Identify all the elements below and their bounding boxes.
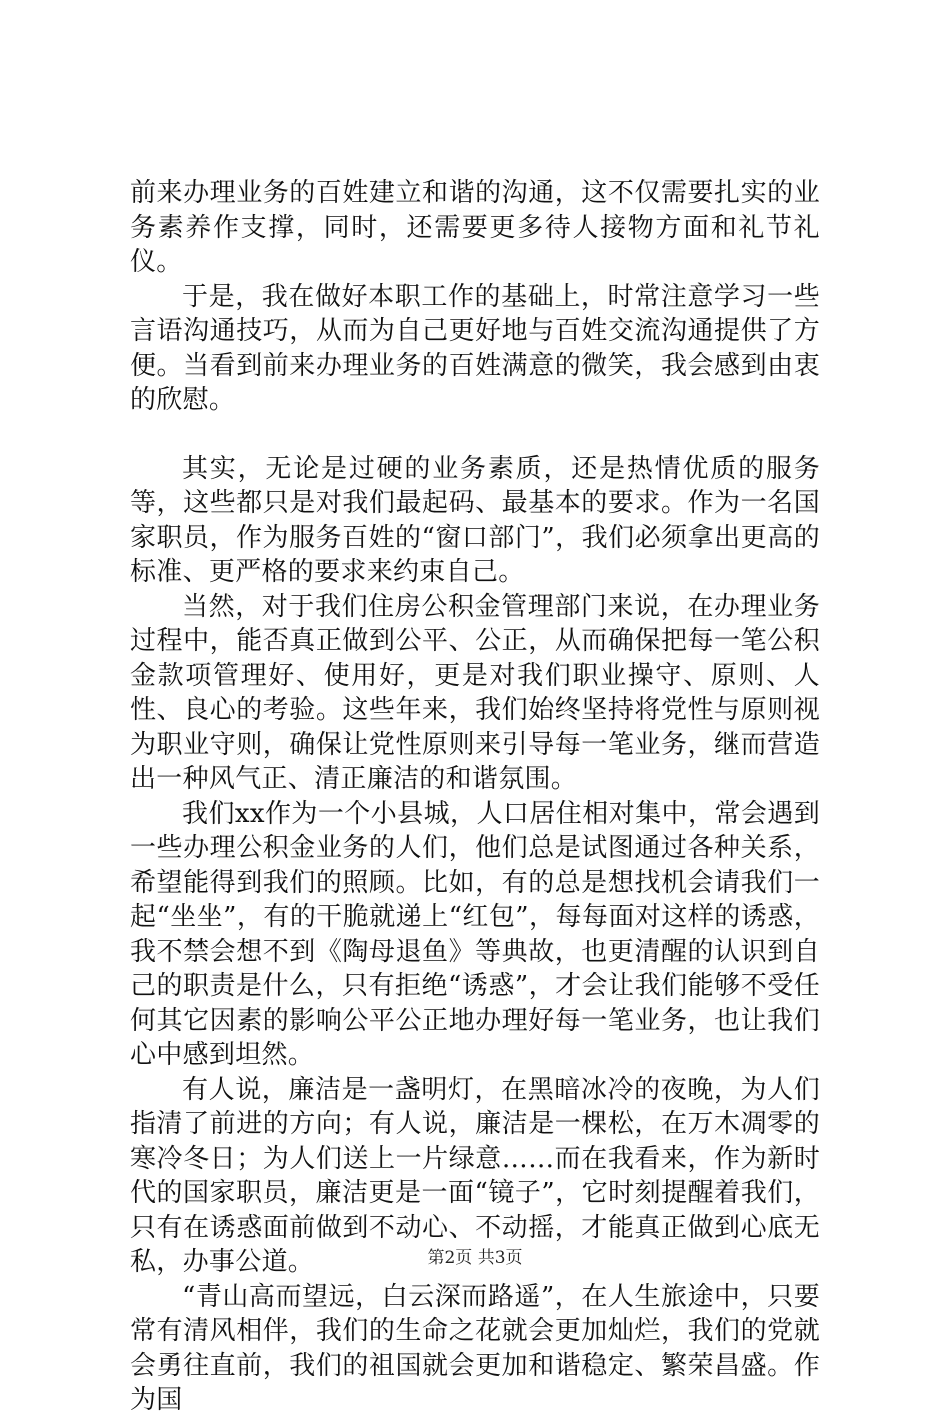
page-footer — [0, 1243, 950, 1268]
paragraph-4: 当然，对于我们住房公积金管理部门来说，在办理业务过程中，能否真正做到公平、公正，从而确保把每一笔公积金款项管理好、使用好，更是对我们职业操守、原则、人性、良心的考验。这些年来，我们始终坚持将党性与原则视为职业守则，确保让党性原则来引导每一笔业务，继而营造出一种风气正、清正廉洁的和谐氛围。 — [130, 591, 820, 794]
paragraph-7: “青山高而望远，白云深而路遥”，在人生旅途中，只要常有清风相伴，我们的生命之花就会更加灿烂，我们的党就会勇往直前，我们的祖国就会更加和谐稳定、繁荣昌盛。作为国 — [130, 1281, 820, 1415]
page-number-label: 第2页 共3页 — [427, 1248, 523, 1268]
paragraph-1: 前来办理业务的百姓建立和谐的沟通，这不仅需要扎实的业务素养作支撑，同时，还需要更多待人接物方面和礼节礼仪。 — [130, 178, 820, 277]
paragraph-6: 有人说，廉洁是一盏明灯，在黑暗冰冷的夜晚，为人们指清了前进的方向；有人说，廉洁是一棵松，在万木凋零的寒冷冬日；为人们送上一片绿意……而在我看来，作为新时代的国家职员，廉洁更是一面“镜子”，它时刻提醒着我们，只有在诱惑面前做到不动心、不动摇，才能真正做到心底无私，办事公道。 — [130, 1074, 820, 1277]
paragraph-3: 其实，无论是过硬的业务素质，还是热情优质的服务等，这些都只是对我们最起码、最基本的要求。作为一名国家职员，作为服务百姓的“窗口部门”，我们必须拿出更高的标准、更严格的要求来约束自己。 — [130, 453, 820, 587]
paragraph-5: 我们xx作为一个小县城，人口居住相对集中，常会遇到一些办理公积金业务的人们，他们总是试图通过各种关系，希望能得到我们的照顾。比如，有的总是想找机会请我们一起“坐坐”，有的干脆就递上“红包”，每每面对这样的诱惑，我不禁会想不到《陶母退鱼》等典故，也更清醒的认识到自己的职责是什么，只有拒绝“诱惑”，才会让我们能够不受任何其它因素的影响公平公正地办理好每一笔业务，也让我们心中感到坦然。 — [130, 798, 820, 1070]
document-body — [130, 176, 820, 1418]
paragraph-2: 于是，我在做好本职工作的基础上，时常注意学习一些言语沟通技巧，从而为自己更好地与百姓交流沟通提供了方便。当看到前来办理业务的百姓满意的微笑，我会感到由衷的欣慰。 — [130, 281, 820, 415]
